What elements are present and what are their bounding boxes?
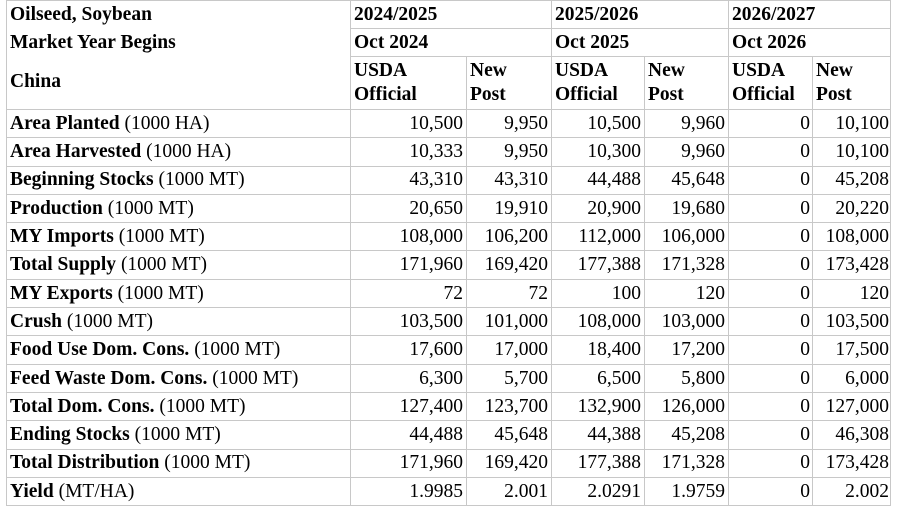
col-new-post-1 — [467, 57, 552, 110]
table-row — [7, 279, 891, 307]
table-cell: 106,000 — [645, 223, 729, 251]
table-cell: 5,800 — [645, 364, 729, 392]
table-row — [7, 449, 891, 477]
table-cell: 0 — [729, 449, 813, 477]
table-row — [7, 364, 891, 392]
row-name: Total Distribution — [10, 452, 160, 474]
table-cell: 103,500 — [813, 308, 891, 336]
row-name: MY Exports — [10, 282, 113, 304]
table-cell: 44,488 — [351, 421, 467, 449]
table-cell: 169,420 — [467, 449, 552, 477]
table-row — [7, 223, 891, 251]
table-cell: 45,648 — [645, 166, 729, 194]
table-row — [7, 477, 891, 505]
table-cell: 72 — [467, 279, 552, 307]
table-cell: 106,200 — [467, 223, 552, 251]
col-usda-line2: Official — [555, 84, 618, 106]
row-label — [7, 138, 351, 166]
table-cell: 0 — [729, 223, 813, 251]
table-cell: 177,388 — [552, 251, 645, 279]
table-cell: 0 — [729, 166, 813, 194]
table-cell: 108,000 — [813, 223, 891, 251]
row-label — [7, 308, 351, 336]
table-cell: 127,000 — [813, 392, 891, 420]
table-cell: 17,600 — [351, 336, 467, 364]
col-new-line2: Post — [648, 84, 684, 106]
table-cell: 1.9759 — [645, 477, 729, 505]
row-name: Yield — [10, 480, 54, 502]
col-new-line2: Post — [470, 84, 506, 106]
table-row — [7, 251, 891, 279]
row-unit: (1000 MT) — [66, 310, 154, 332]
table-cell: 18,400 — [552, 336, 645, 364]
row-unit: (1000 MT) — [212, 367, 299, 389]
table-cell: 19,910 — [467, 194, 552, 222]
country-label: China — [7, 57, 351, 110]
table-cell: 127,400 — [351, 392, 467, 420]
header-row-columns — [7, 57, 891, 110]
table-cell: 6,500 — [552, 364, 645, 392]
row-label — [7, 364, 351, 392]
col-new-line2: Post — [816, 84, 852, 106]
row-unit: (1000 MT) — [194, 339, 281, 361]
table-cell: 0 — [729, 392, 813, 420]
col-new-line1: New — [470, 60, 507, 82]
table-cell: 2.001 — [467, 477, 552, 505]
table-cell: 120 — [645, 279, 729, 307]
col-usda-line2: Official — [354, 84, 417, 106]
table-cell: 0 — [729, 194, 813, 222]
row-unit: (1000 MT) — [120, 254, 208, 276]
row-label — [7, 166, 351, 194]
table-cell: 5,700 — [467, 364, 552, 392]
col-usda-official-2 — [552, 57, 645, 110]
table-row — [7, 421, 891, 449]
table-cell: 43,310 — [467, 166, 552, 194]
col-usda-line2: Official — [732, 84, 795, 106]
row-name: Crush — [10, 310, 63, 332]
table-cell: 10,100 — [813, 138, 891, 166]
table-cell: 0 — [729, 477, 813, 505]
year-begins-3: Oct 2026 — [729, 29, 891, 57]
row-unit: (1000 MT) — [118, 226, 205, 248]
table-cell: 0 — [729, 110, 813, 138]
row-name: Feed Waste Dom. Cons. — [10, 367, 208, 389]
col-new-line1: New — [648, 60, 685, 82]
row-label — [7, 477, 351, 505]
col-usda-official-3 — [729, 57, 813, 110]
col-usda-official-1 — [351, 57, 467, 110]
table-cell: 44,488 — [552, 166, 645, 194]
row-label — [7, 194, 351, 222]
table-cell: 9,950 — [467, 110, 552, 138]
table-cell: 171,960 — [351, 251, 467, 279]
table-cell: 0 — [729, 138, 813, 166]
year-label-2: 2025/2026 — [552, 1, 729, 29]
table-cell: 0 — [729, 336, 813, 364]
row-name: Area Planted — [10, 112, 120, 134]
table-cell: 2.002 — [813, 477, 891, 505]
table-cell: 44,388 — [552, 421, 645, 449]
header-row-years — [7, 1, 891, 29]
table-cell: 10,100 — [813, 110, 891, 138]
row-unit: (1000 MT) — [158, 169, 245, 191]
table-row — [7, 392, 891, 420]
table-row — [7, 336, 891, 364]
table-cell: 108,000 — [552, 308, 645, 336]
row-unit: (1000 HA) — [124, 112, 210, 134]
table-cell: 108,000 — [351, 223, 467, 251]
table-row — [7, 194, 891, 222]
table-cell: 103,500 — [351, 308, 467, 336]
row-label — [7, 279, 351, 307]
table-cell: 101,000 — [467, 308, 552, 336]
table-cell: 0 — [729, 279, 813, 307]
year-label-1: 2024/2025 — [351, 1, 552, 29]
row-unit: (1000 MT) — [117, 282, 204, 304]
table-cell: 2.0291 — [552, 477, 645, 505]
row-name: Beginning Stocks — [10, 169, 154, 191]
table-cell: 9,960 — [645, 138, 729, 166]
table-cell: 126,000 — [645, 392, 729, 420]
table-cell: 0 — [729, 364, 813, 392]
row-unit: (1000 MT) — [134, 424, 221, 446]
col-usda-line1: USDA — [555, 60, 609, 82]
table-cell: 171,328 — [645, 449, 729, 477]
table-cell: 173,428 — [813, 449, 891, 477]
table-body — [7, 1, 891, 506]
table-cell: 10,333 — [351, 138, 467, 166]
row-label — [7, 421, 351, 449]
row-name: Food Use Dom. Cons. — [10, 339, 190, 361]
table-cell: 171,328 — [645, 251, 729, 279]
row-unit: (1000 HA) — [146, 141, 232, 163]
table-cell: 43,310 — [351, 166, 467, 194]
table-cell: 0 — [729, 251, 813, 279]
table-cell: 103,000 — [645, 308, 729, 336]
table-cell: 6,300 — [351, 364, 467, 392]
row-unit: (1000 MT) — [164, 452, 251, 474]
table-cell: 112,000 — [552, 223, 645, 251]
psd-table — [6, 0, 891, 506]
table-cell: 177,388 — [552, 449, 645, 477]
table-cell: 10,500 — [351, 110, 467, 138]
col-usda-line1: USDA — [354, 60, 408, 82]
table-cell: 6,000 — [813, 364, 891, 392]
table-cell: 10,300 — [552, 138, 645, 166]
table-cell: 46,308 — [813, 421, 891, 449]
row-name: Ending Stocks — [10, 424, 130, 446]
col-new-post-3 — [813, 57, 891, 110]
row-name: Total Supply — [10, 254, 117, 276]
table-cell: 20,650 — [351, 194, 467, 222]
table-cell: 45,648 — [467, 421, 552, 449]
year-begins-1: Oct 2024 — [351, 29, 552, 57]
table-cell: 0 — [729, 421, 813, 449]
table-row — [7, 166, 891, 194]
col-new-post-2 — [645, 57, 729, 110]
row-name: Area Harvested — [10, 141, 142, 163]
col-new-line1: New — [816, 60, 853, 82]
table-cell: 9,950 — [467, 138, 552, 166]
row-label — [7, 336, 351, 364]
table-cell: 132,900 — [552, 392, 645, 420]
row-unit: (1000 MT) — [107, 197, 194, 219]
table-cell: 20,220 — [813, 194, 891, 222]
row-label — [7, 110, 351, 138]
market-year-begins-label: Market Year Begins — [7, 29, 351, 57]
table-cell: 120 — [813, 279, 891, 307]
table-cell: 1.9985 — [351, 477, 467, 505]
table-cell: 123,700 — [467, 392, 552, 420]
table-cell: 17,000 — [467, 336, 552, 364]
table-row — [7, 308, 891, 336]
row-unit: (MT/HA) — [58, 480, 135, 502]
table-cell: 100 — [552, 279, 645, 307]
table-row — [7, 138, 891, 166]
row-label — [7, 223, 351, 251]
table-cell: 9,960 — [645, 110, 729, 138]
row-unit: (1000 MT) — [159, 395, 246, 417]
table-row — [7, 110, 891, 138]
header-row-begins — [7, 29, 891, 57]
table-cell: 17,200 — [645, 336, 729, 364]
row-label — [7, 251, 351, 279]
table-cell: 19,680 — [645, 194, 729, 222]
row-label — [7, 449, 351, 477]
table-cell: 72 — [351, 279, 467, 307]
commodity-label: Oilseed, Soybean — [7, 1, 351, 29]
row-name: MY Imports — [10, 226, 114, 248]
row-label — [7, 392, 351, 420]
table-cell: 45,208 — [813, 166, 891, 194]
row-name: Production — [10, 197, 103, 219]
table-cell: 171,960 — [351, 449, 467, 477]
col-usda-line1: USDA — [732, 60, 786, 82]
table-cell: 20,900 — [552, 194, 645, 222]
table-cell: 10,500 — [552, 110, 645, 138]
table-cell: 45,208 — [645, 421, 729, 449]
table-cell: 17,500 — [813, 336, 891, 364]
year-begins-2: Oct 2025 — [552, 29, 729, 57]
table-cell: 0 — [729, 308, 813, 336]
table-cell: 173,428 — [813, 251, 891, 279]
row-name: Total Dom. Cons. — [10, 395, 155, 417]
table-cell: 169,420 — [467, 251, 552, 279]
year-label-3: 2026/2027 — [729, 1, 891, 29]
